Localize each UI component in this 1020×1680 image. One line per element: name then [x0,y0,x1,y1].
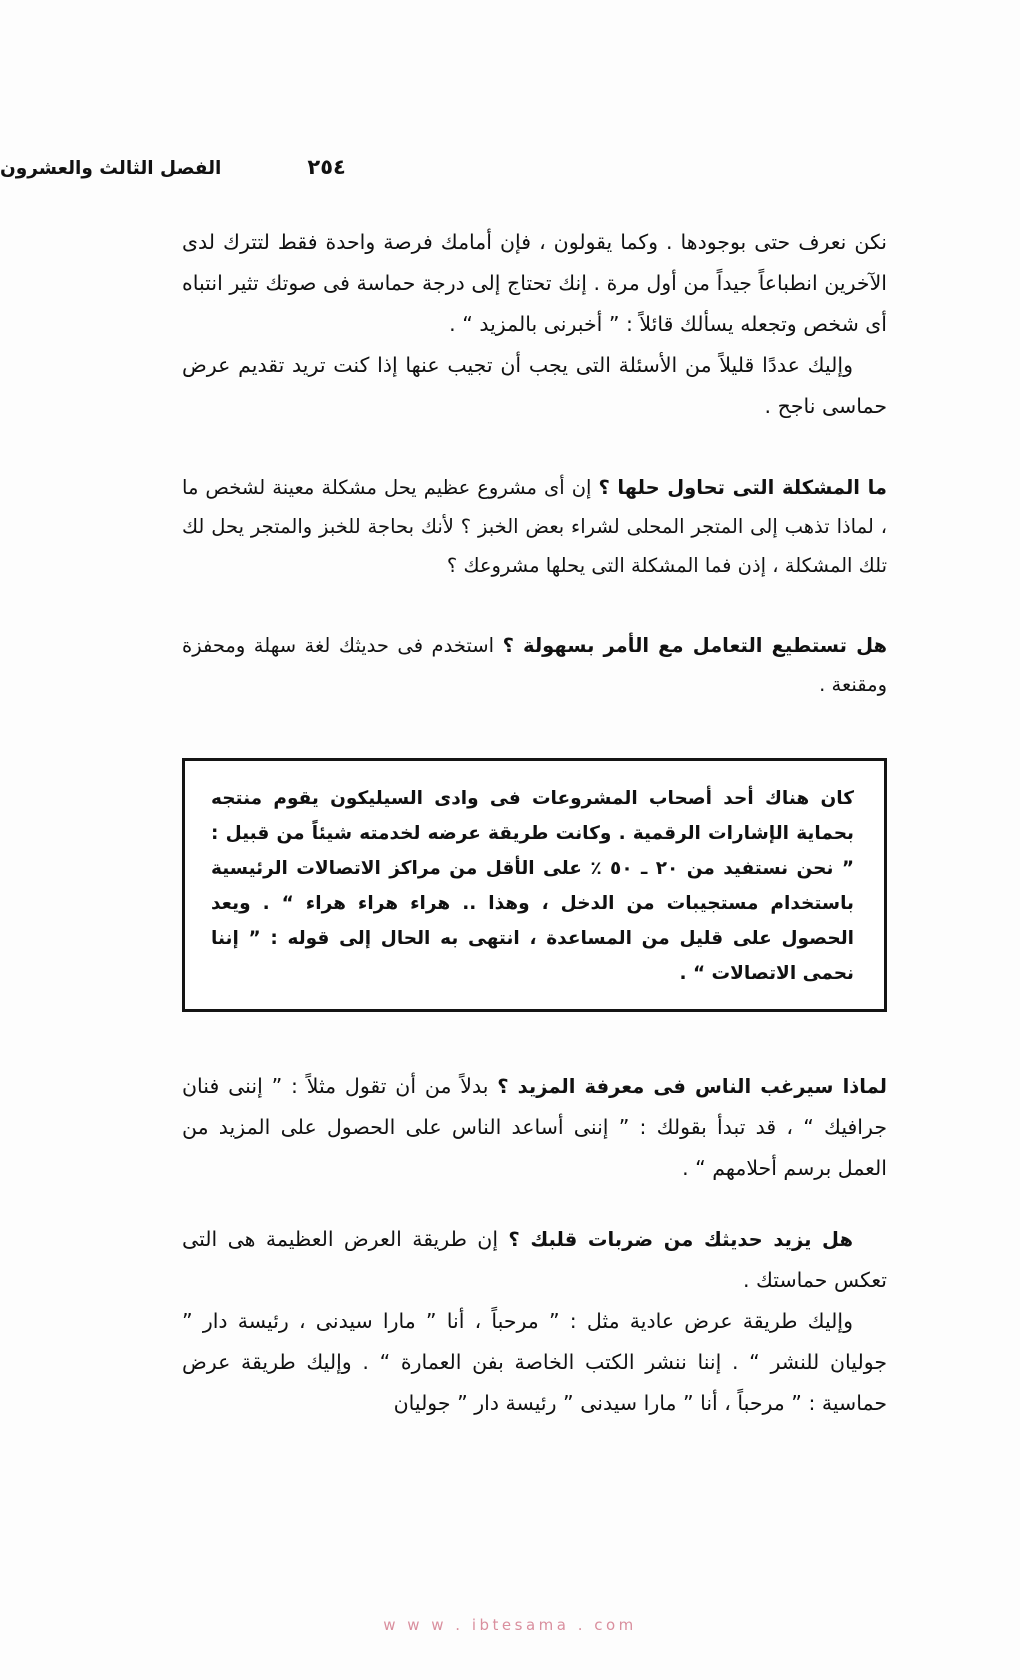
question-4-text: إن طريقة العرض العظيمة هى التى تعكس حماستك . [182,1227,887,1292]
question-2-heading: هل تستطيع التعامل مع الأمر بسهولة ؟ [502,634,888,657]
spacer [182,427,887,468]
paragraph-1: نكن نعرف حتى بوجودها . وكما يقولون ، فإن أمامك فرصة واحدة فقط لتترك لدى الآخرين انطباعاً جيداً من أول مرة . إنك تحتاج إلى درجة حماسة فى صوتك تثير انتباه أى شخص وتجعله يسألك قائلاً : ” أخبرنى بالمزيد “ . [182,230,887,336]
paragraph-2: وإليك عددًا قليلاً من الأسئلة التى يجب أن تجيب عنها إذا كنت تريد تقديم عرض حماسى ناجح . [182,353,887,418]
page-content [182,222,887,1424]
spacer [182,1012,887,1053]
page-header [0,155,1020,179]
question-block-2 [182,626,887,704]
quote-box [182,758,887,1012]
quote-text: كان هناك أحد أصحاب المشروعات فى وادى السيليكون يقوم منتجه بحماية الإشارات الرقمية . وكانت طريقة عرضه لخدمته شيئاً من قبيل : ” نحن نستفيد من ٢٠ ـ ٥٠ ٪ على الأقل من مراكز الاتصالات الرئيسية باستخدام مستجيبات من الدخل ، وهذا .. هراء هراء هراء “ . ويعد الحصول على قليل من المساعدة ، انتهى به الحال إلى قوله : ” إننا نحمى الاتصالات “ . [211,788,855,984]
spacer [182,585,887,626]
question-2-text: استخدم فى حديثك لغة سهلة ومحفزة ومقنعة . [182,634,887,696]
paragraph-3: وإليك طريقة عرض عادية مثل : ” مرحباً ، أنا ” مارا سيدنى ، رئيسة دار ” جوليان للنشر “ . إننا ننشر الكتب الخاصة بفن العمارة “ . وإليك طريقة عرض حماسية : ” مرحباً ، أنا ” مارا سيدنى ” رئيسة دار ” جوليان [182,1309,887,1415]
question-4-heading: هل يزيد حديثك من ضربات قلبك ؟ [508,1228,853,1251]
question-block-3 [182,1066,887,1189]
question-block-4 [182,1219,887,1301]
page-number: ٢٥٤ [307,155,346,179]
question-1-heading: ما المشكلة التى تحاول حلها ؟ [598,476,888,499]
site-watermark: w w w . ibtesama . com [383,1616,637,1634]
page-footer [0,1615,1020,1634]
spacer [182,1189,887,1219]
question-3-text: بدلاً من أن تقول مثلاً : ” إننى فنان جرافيك “ ، قد تبدأ بقولك : ” إننى أساعد الناس على الحصول على المزيد من العمل برسم أحلامهم “ . [182,1074,887,1180]
question-1-text: إن أى مشروع عظيم يحل مشكلة معينة لشخص ما ، لماذا تذهب إلى المتجر المحلى لشراء بعض الخبز ؟ لأنك بحاجة للخبز والمتجر يحل لك تلك المشكلة ، إذن فما المشكلة التى يحلها مشروعك ؟ [182,476,887,577]
spacer [182,1053,887,1066]
spacer [182,704,887,745]
question-block-1 [182,468,887,585]
spacer [182,745,887,758]
chapter-title: الفصل الثالث والعشرون [0,158,222,179]
question-3-heading: لماذا سيرغب الناس فى معرفة المزيد ؟ [497,1075,887,1098]
page-header-inner [0,155,346,179]
